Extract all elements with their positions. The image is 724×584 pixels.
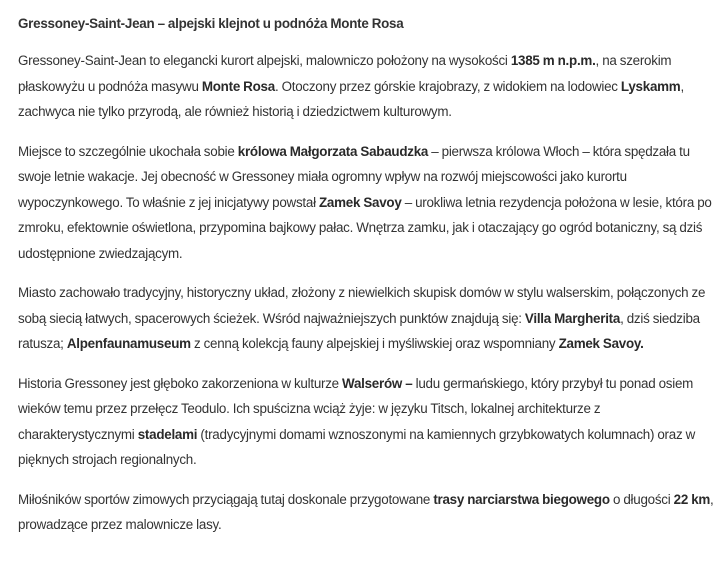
bold-altitude: 1385 m n.p.m.: [510, 53, 596, 68]
bold-lyskamm: Lyskamm: [620, 78, 681, 94]
text: Historia Gressoney jest głęboko zakorzeniona w kulturze: [18, 375, 343, 391]
text: , dziś siedziba ratusza;: [18, 310, 700, 351]
paragraph-queen: [18, 139, 718, 267]
bold-ski-trails: trasy narciarstwa biegowego: [433, 491, 610, 507]
paragraph-history: [18, 371, 718, 473]
bold-museum: Alpenfaunamuseum: [66, 336, 191, 351]
text: – pierwsza królowa Włoch – która spędzała tu swoje letnie wakacje. Jej obecność w Gressoney miała ogromny wpływ na rozwój miejscowości jako kurortu wypoczynkowego. To właśnie z jej inicjatywy powstał: [18, 143, 690, 210]
text: Gressoney-Saint-Jean to elegancki kurort alpejski, malowniczo położony na wysokości: [18, 53, 511, 68]
text: Miłośników sportów zimowych przyciągają tutaj doskonale przygotowane: [18, 491, 434, 507]
paragraph-town: [18, 280, 718, 357]
bold-castle: Zamek Savoy: [318, 194, 402, 210]
bold-queen: królowa Małgorzata Sabaudzka: [237, 143, 429, 159]
paragraph-sports: [18, 487, 718, 538]
bold-walser: Walserów –: [342, 375, 413, 391]
bold-stadel: stadelami: [137, 426, 198, 442]
text: Miasto zachowało tradycyjny, historyczny układ, złożony z niewielkich skupisk domów w stylu walserskim, połączonych ze sobą siecią łatwych, spacerowych ścieżek. Wśród najważniejszych punktów znajdują się:: [18, 285, 706, 326]
bold-villa: Villa Margherita: [524, 310, 621, 326]
text: , prowadzące przez malownicze lasy.: [18, 491, 714, 532]
text: Miejsce to szczególnie ukochała sobie: [18, 143, 238, 159]
bold-castle: Zamek Savoy.: [558, 336, 644, 351]
paragraph-intro: [18, 48, 718, 125]
text: ludu germańskiego, który przybył tu ponad osiem wieków temu przez przełęcz Teodulo. Ich spuścizna wciąż żyje: w języku Titsch, lokalnej architekturze z charakterystycznymi: [18, 375, 694, 442]
text: , zachwyca nie tylko przyrodą, ale również historią i dziedzictwem kulturowym.: [18, 78, 684, 119]
bold-monte-rosa: Monte Rosa: [201, 78, 275, 94]
text: z cenną kolekcją fauny alpejskiej i myśliwskiej oraz wspomniany: [190, 336, 559, 351]
text: . Otoczony przez górskie krajobrazy, z widokiem na lodowiec: [274, 78, 621, 94]
text: o długości: [609, 491, 674, 507]
text: – urokliwa letnia rezydencja położona w lesie, która po zmroku, efektownie oświetlona, przypomina bajkowy pałac. Wnętrza zamku, jak i otaczający go ogród botaniczny, są dziś udostępnione zwiedzającym.: [18, 194, 712, 261]
bold-distance: 22 km: [673, 491, 711, 507]
document-title: Gressoney-Saint-Jean – alpejski klejnot u podnóża Monte Rosa: [18, 16, 404, 31]
text: , na szerokim płaskowyżu u podnóża masywu: [18, 53, 672, 94]
text: (tradycyjnymi domami wznoszonymi na kamiennych grzybkowatych kolumnach) oraz w pięknych strojach regionalnych.: [18, 426, 695, 467]
